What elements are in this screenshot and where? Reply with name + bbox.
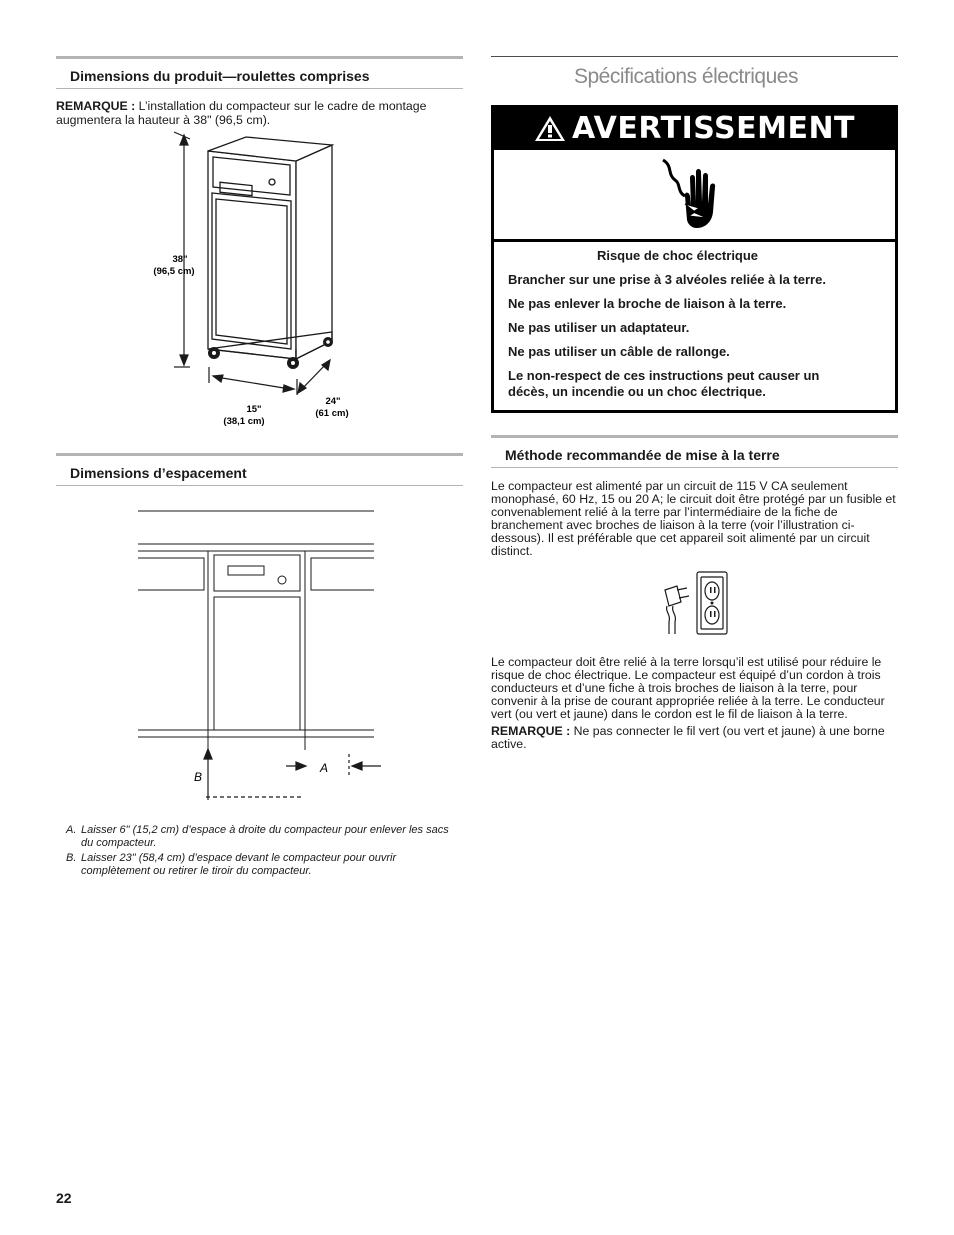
warning-line-5: Le non-respect de ces instructions peut causer un décès, un incendie ou un choc électrique.: [508, 368, 820, 399]
warning-title: AVERTISSEMENT: [571, 111, 856, 146]
clearance-captions: [56, 824, 463, 878]
grounding-remark-label: REMARQUE :: [491, 724, 571, 738]
top-rule: [491, 56, 898, 57]
warning-text: [494, 242, 895, 410]
warning-line-1: Brancher sur une prise à 3 alvéoles reliée à la terre.: [508, 272, 826, 287]
warning-triangle-icon: [534, 114, 566, 142]
depth-cm-label: (61 cm): [315, 408, 349, 419]
warning-line-2: Ne pas enlever la broche de liaison à la terre.: [508, 296, 787, 311]
grounding-remark: [491, 725, 898, 751]
left-column: [56, 56, 463, 880]
remark-label: REMARQUE :: [56, 99, 136, 113]
right-column: [491, 56, 898, 751]
depth-in-label: 24": [325, 396, 341, 407]
section-heading-clearance: Dimensions d’espacement: [56, 453, 463, 486]
electric-shock-hand-icon: [655, 156, 735, 236]
warning-header: [494, 108, 895, 150]
caption-b: B. Laisser 23" (58,4 cm) d’espace devant le compacteur pour ouvrir complètement ou retirer le tiroir du compacteur.: [66, 852, 397, 877]
width-cm-label: (38,1 cm): [223, 416, 265, 427]
warning-box: [491, 105, 898, 413]
grounding-remark-text: Ne pas connecter le fil vert (ou vert et jaune) à une borne active.: [491, 724, 885, 751]
width-in-label: 15": [246, 404, 262, 415]
grounding-paragraph-1: Le compacteur est alimenté par un circuit de 115 V CA seulement monophasé, 60 Hz, 15 ou 20 A; le circuit doit être protégé par un fusible et convenablement relié à la terre par l’intermédiaire de la fiche de branchement avec broches de liaison à la terre (voir l’illustration ci-dessous). Il est préférable que cet appareil soit alimenté par un circuit distinct.: [491, 479, 896, 558]
page-number: 22: [56, 1190, 72, 1206]
caption-a: A. Laisser 6" (15,2 cm) d’espace à droite du compacteur pour enlever les sacs du compacteur.: [66, 824, 449, 849]
warning-risk: Risque de choc électrique: [596, 248, 759, 263]
page-title: Spécifications électriques: [574, 65, 798, 88]
product-dimensions-diagram: [56, 127, 463, 437]
grounded-plug-outlet-icon: [491, 566, 898, 646]
warning-icon-area: [494, 150, 895, 242]
product-remark: [56, 99, 463, 127]
height-cm-label: (96,5 cm): [153, 266, 195, 277]
grounding-paragraph-2: Le compacteur doit être relié à la terre lorsqu’il est utilisé pour réduire le risque de choc électrique. Le compacteur est équipé d’un cordon à trois conducteurs et d’une fiche à trois broches de liaison à la terre, pour convenir à la prise de courant appropriée reliée à la terre. Le conducteur vert (ou vert et jaune) dans le cordon est le fil de liaison à la terre.: [491, 655, 885, 721]
clearance-label-a: A: [320, 761, 329, 775]
clearance-diagram: [56, 496, 463, 816]
section-heading-product-dimensions: Dimensions du produit—roulettes comprises: [56, 56, 463, 89]
remark-text: L’installation du compacteur sur le cadre de montage augmentera la hauteur à 38" (96,5 cm).: [56, 99, 427, 127]
warning-line-3: Ne pas utiliser un adaptateur.: [508, 320, 690, 335]
height-in-label: 38": [172, 254, 188, 265]
section-heading-grounding: Méthode recommandée de mise à la terre: [491, 435, 898, 468]
clearance-label-b: B: [194, 770, 203, 784]
warning-line-4: Ne pas utiliser un câble de rallonge.: [508, 344, 730, 359]
